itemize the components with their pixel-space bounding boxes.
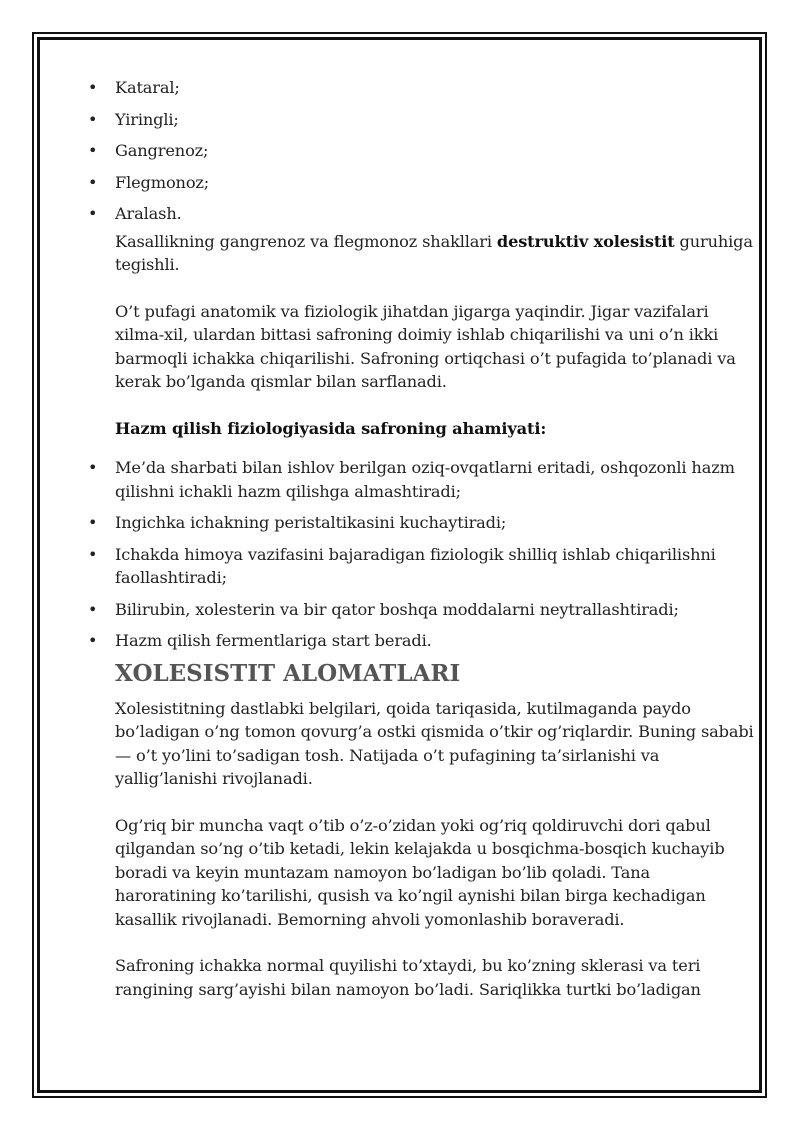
paragraph-jaundice: Safroning ichakka normal quyilishi to’xtaydi, bu ko’zning sklerasi va teri rangining sarg’ayishi bilan namoyon bo’ladi. Sariqlikka turtki bo’ladigan [115,956,701,999]
bile-functions-list [115,456,755,653]
list-item: • Flegmonoz; [115,171,755,195]
paragraph-pain: Og’riq bir muncha vaqt o’tib o’z-o’zidan yoki og’riq qoldiruvchi dori qabul qilgandan so’ng o’tib ketadi, lekin kelajakda u bosqichma-bosqich kuchayib boradi va keyin muntazam namoyon bo’ladigan bo’lib qoladi. Tana haroratining ko’tarilishi, qusish va ko’ngil aynishi bilan birga kechadigan kasallik rivojlanadi. Bemorning ahvoli yomonlashib boraveradi. [115,815,725,929]
paragraph-anatomy: O’t pufagi anatomik va fiziologik jihatdan jigarga yaqindir. Jigar vazifalari xilma-xil, ulardan bittasi safroning doimiy ishlab chiqarilishi va uni o’n ikki barmoqli ichakka chiqarilishi. Safroning ortiqchasi o’t pufagida to’planadi va kerak bo’lganda qismlar bilan sarflanadi. [115,301,736,391]
paragraph-symptoms: Xolesistitning dastlabki belgilari, qoida tariqasida, kutilmaganda paydo bo’ladigan o’ng tomon qovurg’a ostki qismida o’tkir og’riqlardir. Buning sababi — o’t yo’lini to’sadigan tosh. Natijada o’t pufagining ta’sirlanishi va yallig’lanishi rivojlanadi. [115,698,754,788]
paragraph-destructive [115,230,755,277]
list-item: • Bilirubin, xolesterin va bir qator boshqa moddalarni neytrallashtiradi; [115,598,755,622]
paragraph-text: Kasallikning gangrenoz va flegmonoz shakllari [115,231,497,251]
paragraph-text: guruhiga tegishli. [115,231,753,274]
inflammation-types-list [115,76,755,226]
list-item: • Aralash. [115,202,755,226]
section-heading: XOLESISTIT ALOMATLARI [115,659,461,687]
document-body [115,76,755,1001]
list-item: • Gangrenoz; [115,139,755,163]
list-item: • Ichakda himoya vazifasini bajaradigan fiziologik shilliq ishlab chiqarilishni faollashtiradi; [115,543,755,590]
list-item: • Me’da sharbati bilan ishlov berilgan oziq-ovqatlarni eritadi, oshqozonli hazm qilishni ichakli hazm qilishga almashtiradi; [115,456,755,503]
list-item: • Ingichka ichakning peristaltikasini kuchaytiradi; [115,511,755,535]
list-item: • Hazm qilish fermentlariga start beradi. [115,629,755,653]
subheading [115,417,755,441]
list-item: • Kataral; [115,76,755,100]
bold-term: destruktiv xolesistit [496,231,675,251]
subheading-text: Hazm qilish fiziologiyasida safroning ahamiyati: [115,418,547,438]
list-item: • Yiringli; [115,108,755,132]
